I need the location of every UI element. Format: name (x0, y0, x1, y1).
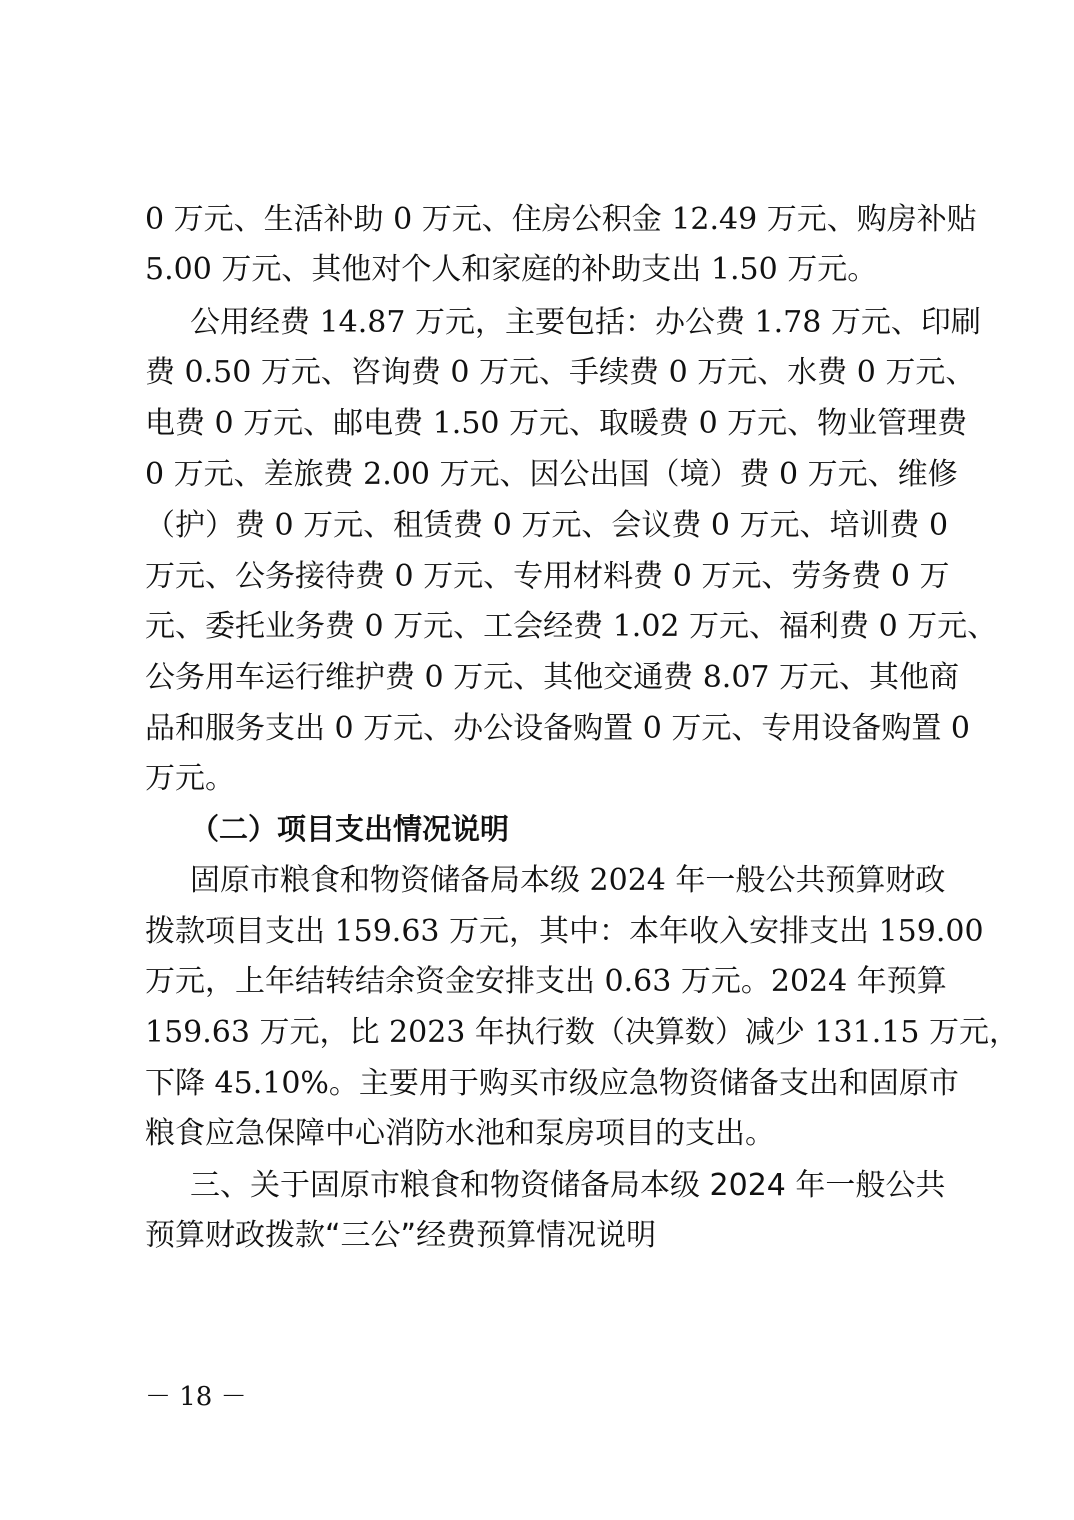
paragraph-1-line-1: 0 万元、生活补助 0 万元、住房公积金 12.49 万元、购房补贴 (145, 202, 977, 237)
paragraph-2-line-6: 万元、公务接待费 0 万元、专用材料费 0 万元、劳务费 0 万 (145, 559, 950, 594)
paragraph-2-line-8: 公务用车运行维护费 0 万元、其他交通费 8.07 万元、其他商 (145, 660, 960, 695)
paragraph-2-line-3: 电费 0 万元、邮电费 1.50 万元、取暖费 0 万元、物业管理费 (145, 406, 968, 441)
section-heading-line-1: 三、关于固原市粮食和物资储备局本级 2024 年一般公共 (190, 1168, 946, 1203)
paragraph-2-line-7: 元、委托业务费 0 万元、工会经费 1.02 万元、福利费 0 万元、 (145, 609, 998, 644)
paragraph-3-line-3: 万元，上年结转结余资金安排支出 0.63 万元。2024 年预算 (145, 964, 947, 999)
paragraph-2-line-5: （护）费 0 万元、租赁费 0 万元、会议费 0 万元、培训费 0 (145, 508, 949, 543)
section-heading-line-2: 预算财政拨款“三公”经费预算情况说明 (145, 1218, 657, 1253)
paragraph-2-line-1: 公用经费 14.87 万元，主要包括：办公费 1.78 万元、印刷 (190, 305, 981, 340)
paragraph-3-line-5: 下降 45.10%。主要用于购买市级应急物资储备支出和固原市 (145, 1066, 959, 1101)
paragraph-1-line-2: 5.00 万元、其他对个人和家庭的补助支出 1.50 万元。 (145, 252, 878, 287)
paragraph-2-line-10: 万元。 (145, 761, 235, 796)
page-number: － 18 － (145, 1382, 247, 1412)
paragraph-3-line-2: 拨款项目支出 159.63 万元，其中：本年收入安排支出 159.00 (145, 914, 984, 949)
paragraph-3-line-4: 159.63 万元，比 2023 年执行数（决算数）减少 131.15 万元， (145, 1015, 1019, 1050)
paragraph-3-line-6: 粮食应急保障中心消防水池和泵房项目的支出。 (145, 1116, 775, 1151)
paragraph-2-line-9: 品和服务支出 0 万元、办公设备购置 0 万元、专用设备购置 0 (145, 711, 970, 746)
paragraph-2-line-2: 费 0.50 万元、咨询费 0 万元、手续费 0 万元、水费 0 万元、 (145, 355, 976, 390)
subheading-project-expenditure: （二）项目支出情况说明 (190, 812, 510, 846)
paragraph-3-line-1: 固原市粮食和物资储备局本级 2024 年一般公共预算财政 (190, 863, 946, 898)
paragraph-2-line-4: 0 万元、差旅费 2.00 万元、因公出国（境）费 0 万元、维修 (145, 457, 958, 492)
